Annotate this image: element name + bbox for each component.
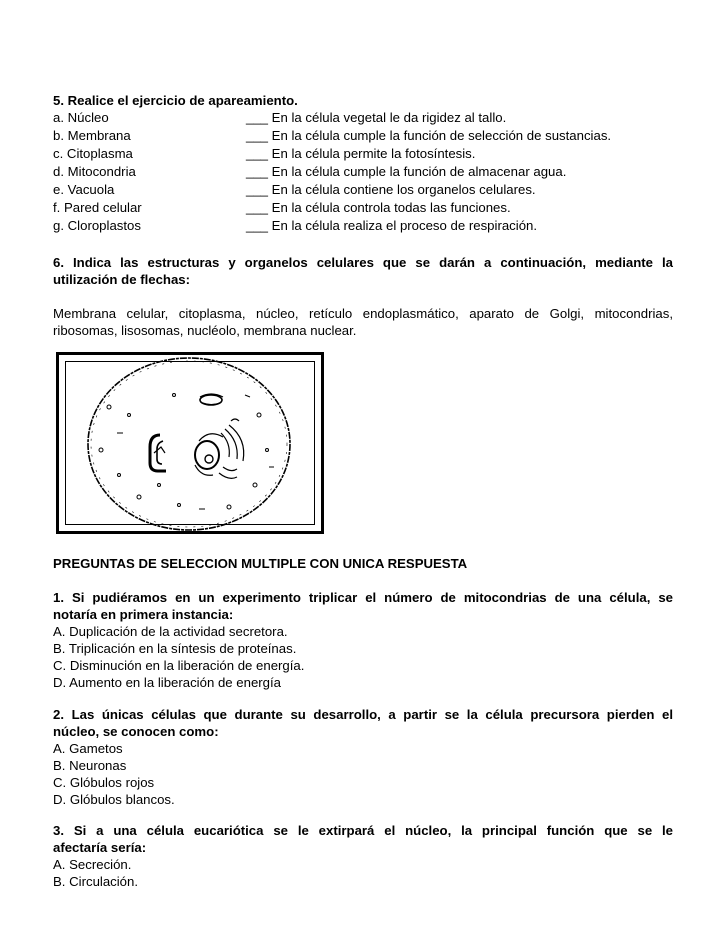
match-term: b. Membrana xyxy=(53,128,131,143)
question-3-line2: afectaría sería: xyxy=(53,840,147,855)
match-term: d. Mitocondria xyxy=(53,164,136,179)
question-1-line2: notaría en primera instancia: xyxy=(53,607,234,622)
question-2-line2: núcleo, se conocen como: xyxy=(53,724,219,739)
match-term: a. Núcleo xyxy=(53,110,109,125)
question-3-option-a: A. Secreción. xyxy=(53,857,132,872)
match-row xyxy=(53,181,673,198)
match-row xyxy=(53,163,673,180)
section5-title: 5. Realice el ejercicio de apareamiento. xyxy=(53,93,298,108)
question-1-option-b: B. Triplicación en la síntesis de proteínas. xyxy=(53,641,297,656)
match-row xyxy=(53,199,673,216)
section6-title-line2: utilización de flechas: xyxy=(53,272,191,287)
match-row xyxy=(53,145,673,162)
question-2-option-a: A. Gametos xyxy=(53,741,123,756)
match-definition: ___ En la célula contiene los organelos celulares. xyxy=(246,182,536,197)
match-definition: ___ En la célula realiza el proceso de respiración. xyxy=(246,218,538,233)
match-definition: ___ En la célula controla todas las funciones. xyxy=(246,200,511,215)
question-1-option-d: D. Aumento en la liberación de energía xyxy=(53,675,281,690)
question-2-line1: 2. Las únicas células que durante su desarrollo, a partir se la célula precursora pierden el xyxy=(53,707,673,722)
question-3-line1: 3. Si a una célula eucariótica se le extirpará el núcleo, la principal función que se le xyxy=(53,823,673,838)
cell-diagram xyxy=(59,355,321,531)
match-term: c. Citoplasma xyxy=(53,146,133,161)
question-1-line1: 1. Si pudiéramos en un experimento triplicar el número de mitocondrias de una célula, se xyxy=(53,590,673,605)
match-definition: ___ En la célula cumple la función de selección de sustancias. xyxy=(246,128,612,143)
cell-diagram-frame xyxy=(56,352,324,534)
match-row xyxy=(53,109,673,126)
match-row xyxy=(53,127,673,144)
match-row xyxy=(53,217,673,234)
question-3-option-b: B. Circulación. xyxy=(53,874,139,889)
match-term: f. Pared celular xyxy=(53,200,142,215)
match-definition: ___ En la célula vegetal le da rigidez al tallo. xyxy=(246,110,507,125)
match-term: g. Cloroplastos xyxy=(53,218,141,233)
question-2-option-b: B. Neuronas xyxy=(53,758,127,773)
match-term: e. Vacuola xyxy=(53,182,115,197)
question-2-option-c: C. Glóbulos rojos xyxy=(53,775,155,790)
question-1-option-c: C. Disminución en la liberación de energía. xyxy=(53,658,305,673)
multiple-choice-header: PREGUNTAS DE SELECCION MULTIPLE CON UNICA RESPUESTA xyxy=(53,556,468,571)
match-definition: ___ En la célula cumple la función de almacenar agua. xyxy=(246,164,567,179)
section6-list-line1: Membrana celular, citoplasma, núcleo, retículo endoplasmático, aparato de Golgi, mitocondrias, xyxy=(53,306,673,321)
section6-title-line1: 6. Indica las estructuras y organelos celulares que se darán a continuación, mediante la xyxy=(53,255,673,270)
section6-list-line2: ribosomas, lisosomas, nucléolo, membrana nuclear. xyxy=(53,323,357,338)
match-definition: ___ En la célula permite la fotosíntesis. xyxy=(246,146,476,161)
question-2-option-d: D. Glóbulos blancos. xyxy=(53,792,175,807)
question-1-option-a: A. Duplicación de la actividad secretora. xyxy=(53,624,288,639)
